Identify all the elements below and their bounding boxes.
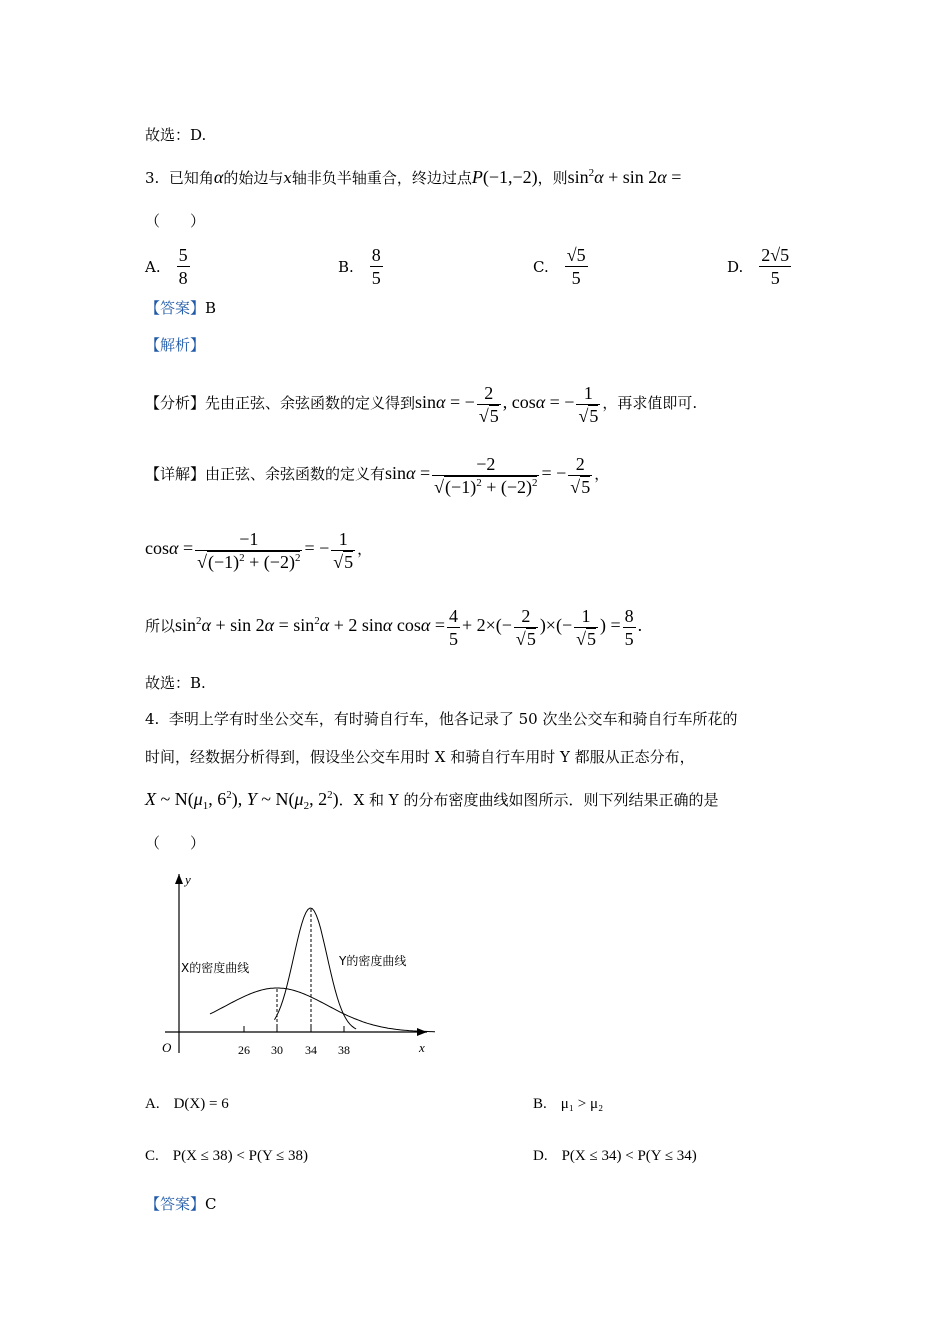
q4-paren: （ ） [145, 834, 206, 852]
origin-label: O [162, 1040, 172, 1055]
q3-conclusion: 故选：B. [145, 674, 206, 692]
y-axis-arrow [175, 874, 183, 884]
tick-label-30: 30 [271, 1043, 283, 1057]
q3-answer: 【答案】B [145, 299, 217, 317]
tick-label-38: 38 [338, 1043, 350, 1057]
y-axis-label: y [185, 872, 191, 887]
x-axis-label: x [419, 1040, 425, 1055]
q2-conclusion: 故选：D. [145, 126, 207, 144]
q4-stem-2: 时间，经数据分析得到，假设坐公交车用时 X 和骑自行车用时 Y 都服从正态分布， [145, 748, 695, 766]
q3-paren: （ ） [145, 212, 206, 230]
q3-result: 所以$\sin^2\alpha + \sin 2\alpha = \sin^2\alpha + 2$ sinα cosα = $\frac{4}{5}$ + 2×(− $\frac{2}{√5}$ )×(− $\frac{1}{√5}$ ) = $\frac{8}{5}$ . [145, 605, 643, 649]
q3-xiangjie-sin: 【详解】由正弦、余弦函数的定义有sinα = $\frac{-2}{√(-1)^2 + (-2)^2}$ = − $\frac{2}{√5}$ ， [145, 453, 610, 497]
q4-option-a[interactable]: A. D(X) = 6 [145, 1096, 229, 1113]
x-density-curve [210, 988, 435, 1032]
density-figure [155, 868, 435, 1063]
q4-option-c[interactable]: C. P(X ≤ 38) < P(Y ≤ 38) [145, 1148, 308, 1165]
q3-option-a[interactable]: A. $\frac{5}{8}$ [145, 245, 188, 288]
x-axis-arrow [417, 1028, 427, 1036]
tick-label-26: 26 [238, 1043, 250, 1057]
tick-label-34: 34 [305, 1043, 317, 1057]
q3-stem: 3. 已知角α的始边与x轴非负半轴重合，终边过点P(−1,−2)，则$\sin^2\alpha + \sin 2\alpha$ = [145, 167, 682, 187]
q4-stem-3: X ~ $N(\mu_1$, $6^2$), Y ~ $N(\mu_2$, $2^2$)．X 和 Y 的分布密度曲线如图所示．则下列结果正确的是 [145, 789, 719, 812]
q3-option-d[interactable]: D. $\frac{2√5}{5}$ [727, 245, 790, 288]
q4-option-b[interactable]: B. μ₁ > μ₂ [533, 1096, 604, 1113]
y-curve-label: Y的密度曲线 [339, 954, 407, 968]
answer-tag: 【答案】 [145, 299, 206, 317]
q3-fenxi: 【分析】先由正弦、余弦函数的定义得到sinα = − $\frac{2}{√5}$ , cosα = − $\frac{1}{√5}$ ，再求值即可. [145, 382, 698, 426]
q3-option-b[interactable]: B. $\frac{8}{5}$ [338, 245, 381, 288]
q3-xiangjie-cos: cosα = $\frac{-1}{√(-1)^2 + (-2)^2}$ = − $\frac{1}{√5}$ ， [145, 528, 373, 572]
x-curve-label: X的密度曲线 [181, 961, 250, 975]
q3-option-c[interactable]: C. $\frac{√5}{5}$ [533, 245, 586, 288]
q4-option-d[interactable]: D. P(X ≤ 34) < P(Y ≤ 34) [533, 1148, 697, 1165]
q3-analysis-tag: 【解析】 [145, 336, 206, 354]
q4-stem-1: 4. 李明上学有时坐公交车，有时骑自行车，他各记录了 50 次坐公交车和骑自行车所花的 [145, 710, 738, 728]
q4-answer: 【答案】C [145, 1195, 217, 1213]
answer-tag-2: 【答案】 [145, 1195, 206, 1213]
y-density-curve [275, 908, 357, 1029]
